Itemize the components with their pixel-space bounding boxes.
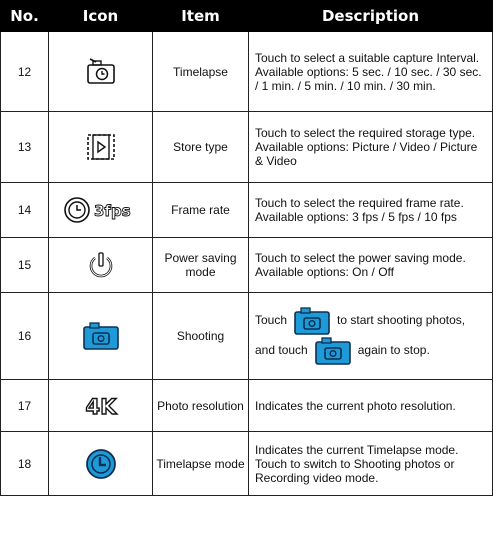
row-number: 15 — [1, 238, 49, 293]
description — [249, 183, 493, 238]
item-label: Timelapse mode — [153, 432, 249, 496]
description-text: Touch — [255, 313, 288, 328]
timelapse-camera-clock-icon — [84, 57, 118, 87]
row-number: 17 — [1, 380, 49, 432]
row-number: 18 — [1, 432, 49, 496]
icon-cell — [49, 112, 153, 183]
description-line: Touch to select the required frame rate. — [255, 196, 464, 210]
row-number: 14 — [1, 183, 49, 238]
description-line: Touch to select a suitable capture Interval. — [255, 50, 480, 65]
description-line: Available options: 5 sec. / 10 sec. / 30 sec. / 1 min. / 5 min. / 10 min. / 30 min. — [255, 64, 482, 93]
table-row — [1, 238, 493, 293]
description-line: Available options: On / Off — [255, 265, 394, 279]
description — [249, 380, 493, 432]
icon-cell — [49, 32, 153, 112]
icon-cell — [49, 380, 153, 432]
shooting-camera-icon — [82, 321, 120, 351]
table-row — [1, 293, 493, 380]
power-icon — [86, 250, 116, 280]
item-label: Frame rate — [153, 183, 249, 238]
description-text: to start shooting photos, and touch — [255, 313, 466, 358]
table-row — [1, 112, 493, 183]
description-line: Available options: 3 fps / 5 fps / 10 fps — [255, 210, 457, 224]
row-number: 12 — [1, 32, 49, 112]
description — [249, 293, 493, 380]
icon-cell — [49, 432, 153, 496]
description-line: Indicates the current Timelapse mode. Touch to switch to Shooting photos or Recording video mode. — [255, 442, 459, 485]
row-number: 13 — [1, 112, 49, 183]
item-label: Power saving mode — [153, 238, 249, 293]
icon-cell — [49, 183, 153, 238]
header-icon: Icon — [49, 1, 153, 32]
item-label: Store type — [153, 112, 249, 183]
description-line: Touch to select the power saving mode. — [255, 251, 466, 265]
table-row — [1, 32, 493, 112]
header-item: Item — [153, 1, 249, 32]
description-line: Indicates the current photo resolution. — [255, 398, 456, 413]
store-type-film-play-icon — [84, 132, 118, 162]
table-row — [1, 380, 493, 432]
table-row — [1, 183, 493, 238]
header-row — [1, 1, 493, 32]
frame-rate-clock-icon — [62, 195, 140, 225]
table-row — [1, 432, 493, 496]
shooting-camera-icon — [293, 306, 331, 336]
icon-cell — [49, 238, 153, 293]
4k-text: 4K — [85, 394, 116, 419]
row-number: 16 — [1, 293, 49, 380]
header-description: Description — [249, 1, 493, 32]
icon-cell — [49, 293, 153, 380]
frame-rate-text: 3fps — [93, 202, 131, 220]
description — [249, 112, 493, 183]
4k-icon — [81, 393, 121, 419]
description-text: again to stop. — [357, 343, 430, 358]
description-line: Touch to select the required storage type. — [255, 126, 476, 140]
item-label: Shooting — [153, 293, 249, 380]
description — [249, 432, 493, 496]
description — [249, 238, 493, 293]
item-label: Timelapse — [153, 32, 249, 112]
description-line: Available options: Picture / Video / Picture & Video — [255, 140, 478, 168]
header-no: No. — [1, 1, 49, 32]
description — [249, 32, 493, 112]
item-label: Photo resolution — [153, 380, 249, 432]
shooting-camera-icon — [314, 336, 352, 366]
timelapse-mode-clock-icon — [85, 448, 117, 480]
